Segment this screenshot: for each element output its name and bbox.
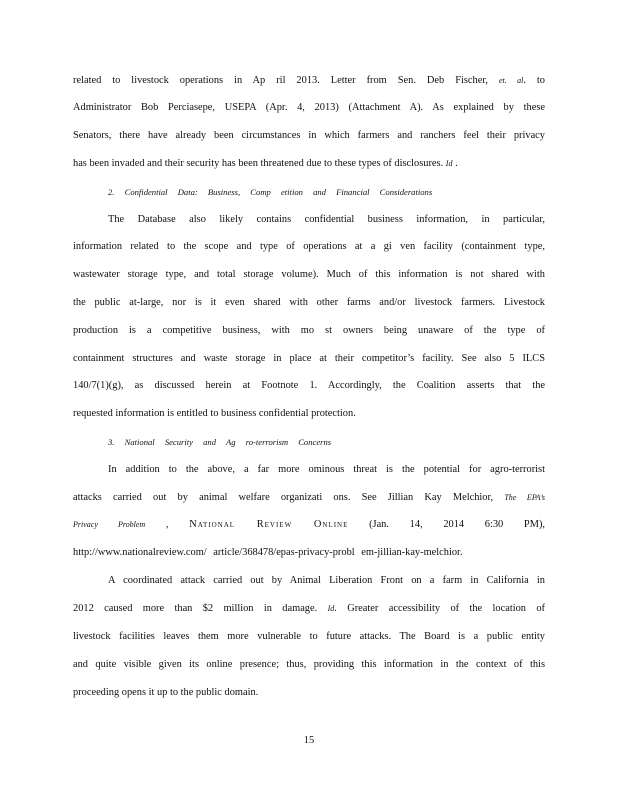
paragraph-line: Senators, there have already been circumstances in which farmers and ranchers feel their privacy [73,130,545,141]
paragraph-line: 140/7(1)(g), as discussed herein at Footnote 1. Accordingly, the Coalition asserts that the [73,380,545,391]
paragraph-line: attacks carried out by animal welfare organizati ons. See Jillian Kay Melchior, The EPA’s [73,492,546,503]
paragraph-line: containment structures and waste storage in place at their competitor’s facility. See also 5 ILCS [73,353,545,364]
section-heading-2: 2. Confidential Data: Business, Comp etition and Financial Considerations [108,187,433,197]
paragraph-line: wastewater storage type, and total storage volume). Much of this information is not shared with [73,269,545,280]
article-title: Privacy Problem [73,520,146,529]
paragraph-line: information related to the scope and type of operations at a gi ven facility (containment type, [73,241,545,252]
paragraph-line: Administrator Bob Perciasepe, USEPA (Apr. 4, 2013) (Attachment A). As explained by these [73,102,545,113]
paragraph-line: A coordinated attack carried out by Animal Liberation Front on a farm in California in [108,575,545,586]
paragraph-line: the public at-large, nor is it even shared with other farms and/or livestock farmers. Livestock [73,297,545,308]
paragraph-line: and quite visible given its online presence; thus, providing this information in the context of this [73,659,545,670]
paragraph-line: has been invaded and their security has been threatened due to these types of disclosures. Id . [73,158,458,169]
paragraph-line: The Database also likely contains confidential business information, in particular, [108,214,545,225]
id-citation: Id [445,159,453,168]
article-title: The EPA’s [504,493,546,502]
paragraph-line: In addition to the above, a far more ominous threat is the potential for agro-terrorist [108,464,545,475]
url-line: http://www.nationalreview.com/ article/368478/epas-privacy-probl em-jillian-kay-melchior. [73,547,463,558]
page-number: 15 [303,735,315,746]
et-al-italic: et. al [498,76,524,85]
paragraph-line: proceeding opens it up to the public domain. [73,687,259,698]
paragraph-line: production is a competitive business, with mo st owners being unaware of the type of [73,325,545,336]
paragraph-line: livestock facilities leaves them more vulnerable to future attacks. The Board is a public entity [73,631,545,642]
paragraph-line: related to livestock operations in Ap ril 2013. Letter from Sen. Deb Fischer, et. al. to [73,75,546,86]
section-heading-3: 3. National Security and Ag ro-terrorism Concerns [108,437,332,447]
paragraph-line: requested information is entitled to business confidential protection. [73,408,356,419]
publication-name: National Review Online [189,519,349,530]
paragraph-line: Privacy Problem , National Review Online (Jan. 14, 2014 6:30 PM), [73,519,545,530]
paragraph-line: 2012 caused more than $2 million in damage. Id. Greater accessibility of the location of [73,603,546,614]
id-citation: Id [327,604,335,613]
